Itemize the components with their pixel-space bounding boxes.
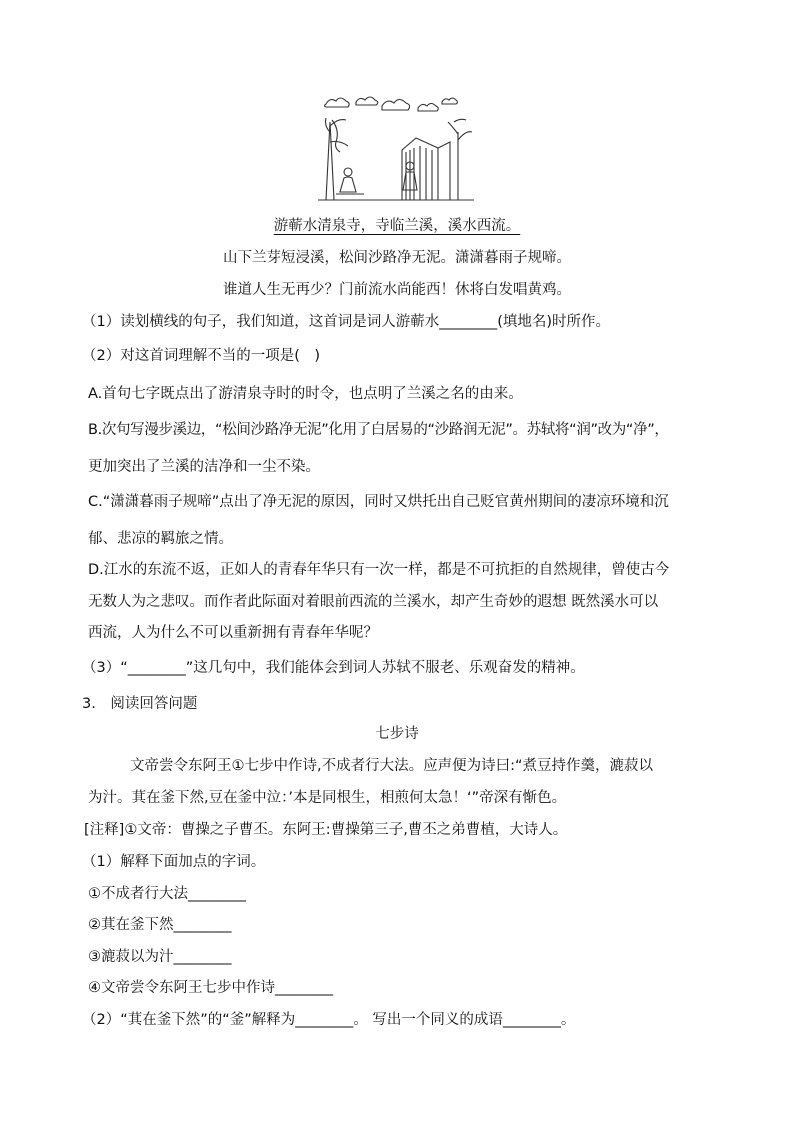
poem-line-1: 山下兰芽短浸溪，松间沙路净无泥。潇潇暮雨子规啼。 (223, 250, 571, 266)
option-d-line-1: D.江水的东流不返，正如人的青春年华只有一次一样，都是不可抗拒的自然规律，曾使古今 (88, 562, 670, 578)
poem-illustration (318, 92, 474, 204)
passage-title: 七步诗 (375, 726, 419, 742)
option-b-line-1: B.次句写漫步溪边，“松间沙路净无泥”化用了白居易的“沙路润无泥”。苏轼将“润”改为“净”， (88, 422, 669, 438)
passage-line-1: 文帝尝令东阿王①七步中作诗,不成者行大法。应声便为诗曰:“煮豆持作羹，漉菽以 (130, 758, 654, 774)
option-d-line-3: 西流，人为什么不可以重新拥有青春年华呢？ (88, 625, 378, 641)
option-d-line-2: 无数人为之悲叹。而作者此际面对着眼前西流的兰溪水，却产生奇妙的遐想 既然溪水可以 (88, 594, 659, 610)
section-3-heading: 3. 阅读回答问题 (82, 696, 198, 712)
question-1: （1）读划横线的句子，我们知道，这首词是词人游蕲水________(填地名)时所作。 (82, 314, 611, 330)
poem-line-2: 谁道人生无再少？门前流水尚能西！休将白发唱黄鸡。 (223, 282, 571, 298)
passage-line-2: 为汁。萁在釜下然,豆在釜中泣：’本是同根生，相煎何太急！‘”帝深有惭色。 (88, 790, 567, 806)
item-4: ④文帝尝令东阿王七步中作诗________ (88, 980, 333, 996)
option-b-line-2: 更加突出了兰溪的洁净和一尘不染。 (88, 459, 320, 475)
item-1: ①不成者行大法________ (88, 886, 246, 902)
passage-note: [注释]①文帝：曹操之子曹丕。东阿王:曹操第三子,曹丕之弟曹植，大诗人。 (84, 822, 568, 838)
question-2-stem: （2）对这首词理解不当的一项是( ) (82, 348, 321, 364)
subquestion-1: （1）解释下面加点的字词。 (82, 854, 266, 870)
item-2: ②萁在釜下然________ (88, 917, 232, 933)
landscape-drawing-icon (318, 92, 474, 204)
item-3: ③漉菽以为汁________ (88, 949, 232, 965)
option-a: A.首句七字既点出了游清泉寺时的时令，也点明了兰溪之名的由来。 (88, 386, 523, 402)
subquestion-2: （2）“萁在釜下然”的“釜”解释为________。 写出一个同义的成语________。 (82, 1012, 576, 1028)
option-c-line-1: C.“潇潇暮雨子规啼”点出了净无泥的原因，同时又烘托出自己贬官黄州期间的凄凉环境和沉 (88, 494, 669, 510)
option-c-line-2: 郁、悲凉的羁旅之情。 (88, 531, 233, 547)
question-3: （3）“________”这几句中，我们能体会到词人苏轼不服老、乐观奋发的精神。 (82, 660, 585, 676)
poem-title: 游蕲水清泉寺，寺临兰溪，溪水西流。 (273, 218, 521, 234)
